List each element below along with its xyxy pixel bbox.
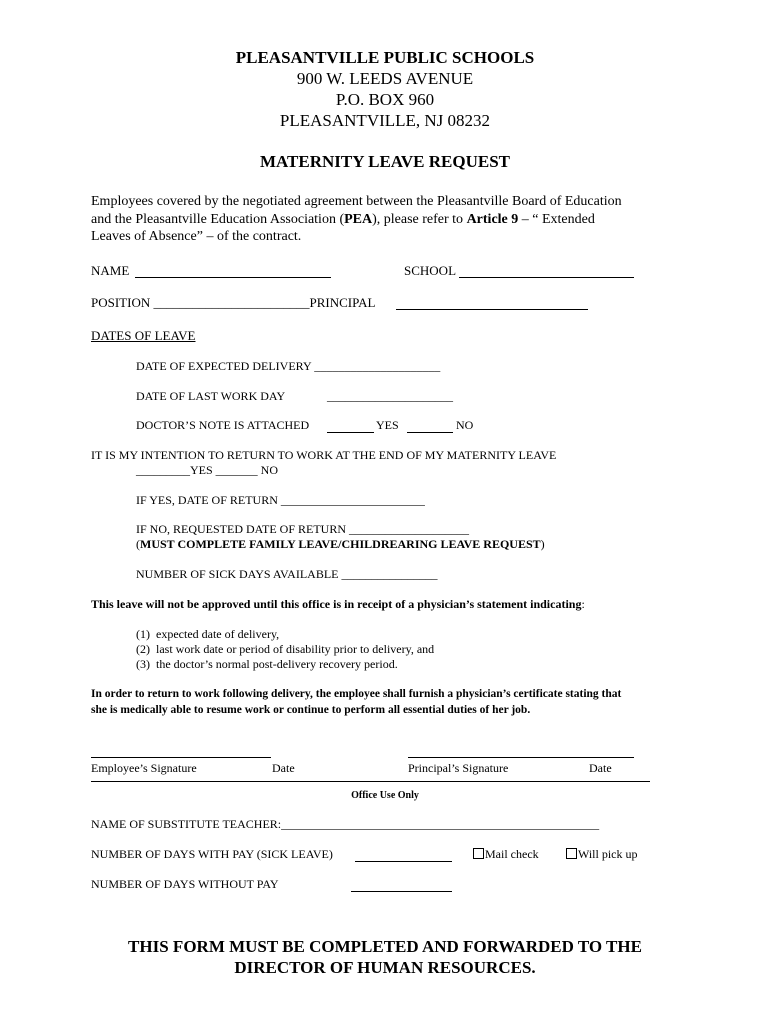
expected-delivery-line[interactable]: _____________________ (314, 359, 441, 373)
doctors-note-yes-field[interactable] (327, 418, 374, 433)
principal-date-label: Date (589, 761, 612, 775)
intro-paragraph (91, 193, 622, 246)
doctors-note-label: DOCTOR’S NOTE IS ATTACHED (136, 418, 310, 432)
substitute-line[interactable]: _____________________________________________________ (281, 817, 600, 831)
approval-item-num: (2) (136, 642, 150, 656)
substitute-label: NAME OF SUBSTITUTE TEACHER: (91, 817, 282, 831)
intro-line-2 (91, 211, 622, 229)
sick-days-line[interactable]: ________________ (341, 567, 438, 581)
sick-days-label: NUMBER OF SICK DAYS AVAILABLE (136, 567, 339, 581)
position-label (91, 295, 375, 311)
intro-text: ), please refer to (372, 211, 467, 227)
section-divider (91, 781, 650, 782)
doctors-note-no-field[interactable] (407, 418, 453, 433)
days-with-pay-label: NUMBER OF DAYS WITH PAY (SICK LEAVE) (91, 847, 333, 861)
principal-field[interactable] (396, 295, 588, 310)
approval-statement-text: This leave will not be approved until this office is in receipt of a physician’s statement indicating (91, 597, 582, 611)
principal-label: PRINCIPAL (309, 295, 376, 310)
pea-abbrev: PEA (344, 211, 373, 227)
approval-statement: This leave will not be approved until this office is in receipt of a physician’s statement indicating: (91, 597, 585, 611)
days-without-pay-label: NUMBER OF DAYS WITHOUT PAY (91, 877, 279, 891)
org-city: PLEASANTVILLE, NJ 08232 (279, 111, 491, 130)
expected-delivery-row (136, 359, 440, 374)
if-yes-label: IF YES, DATE OF RETURN (136, 493, 278, 507)
school-label: SCHOOL (404, 263, 457, 278)
footer-line-1: THIS FORM MUST BE COMPLETED AND FORWARDED TO THE (128, 937, 642, 956)
if-no-line[interactable]: ____________________ (349, 522, 469, 536)
intro-text: and the Pleasantville Education Association ( (91, 211, 345, 227)
approval-item-2 (136, 642, 434, 657)
employee-signature-label: Employee’s Signature (91, 761, 197, 775)
office-use-heading: Office Use Only (351, 790, 419, 801)
name-label: NAME (91, 263, 130, 278)
will-pick-up-label: Will pick up (578, 847, 638, 861)
intro-line-3: Leaves of Absence” – of the contract. (91, 229, 302, 244)
return-yes-line[interactable]: _________ (136, 463, 190, 477)
footer-line-2: DIRECTOR OF HUMAN RESOURCES. (234, 958, 536, 977)
return-requirement (91, 687, 621, 718)
must-complete-note: (MUST COMPLETE FAMILY LEAVE/CHILDREARING LEAVE REQUEST) (136, 537, 545, 551)
employee-date-label: Date (272, 761, 295, 775)
days-without-pay-field[interactable] (351, 877, 452, 892)
will-pick-up-checkbox[interactable] (566, 848, 577, 859)
position-line[interactable]: ________________________ (153, 295, 310, 310)
if-no-row (136, 522, 469, 537)
intro-line-1: Employees covered by the negotiated agreement between the Pleasantville Board of Education (91, 194, 622, 209)
name-field[interactable] (135, 263, 331, 278)
principal-signature-label: Principal’s Signature (408, 761, 509, 775)
days-with-pay-field[interactable] (355, 847, 452, 862)
doctors-note-no-label: NO (456, 418, 474, 432)
doctors-note-yes-label: YES (376, 418, 399, 432)
return-requirement-line-1: In order to return to work following delivery, the employee shall furnish a physician’s certificate stating that (91, 688, 622, 700)
form-title: MATERNITY LEAVE REQUEST (259, 152, 511, 171)
org-street: 900 W. LEEDS AVENUE (296, 69, 474, 88)
last-work-day-label: DATE OF LAST WORK DAY (136, 389, 286, 403)
if-yes-row (136, 493, 425, 508)
approval-item-text: expected date of delivery, (156, 627, 280, 641)
approval-item-text: the doctor’s normal post-delivery recovery period. (156, 657, 398, 671)
return-intention-row (136, 463, 278, 478)
article-ref: Article 9 (466, 211, 519, 227)
mail-check-checkbox[interactable] (473, 848, 484, 859)
return-intention-label: IT IS MY INTENTION TO RETURN TO WORK AT THE END OF MY MATERNITY LEAVE (91, 448, 557, 462)
sick-days-row (136, 567, 438, 582)
last-work-day-line[interactable]: _____________________ (327, 389, 453, 403)
org-pobox: P.O. BOX 960 (335, 90, 435, 109)
approval-item-3 (136, 657, 398, 672)
approval-item-1 (136, 627, 279, 642)
intro-text: – “ Extended (518, 211, 595, 227)
if-yes-line[interactable]: ________________________ (280, 493, 425, 507)
return-requirement-line-2: she is medically able to resume work or continue to perform all essential duties of her job. (91, 703, 531, 716)
substitute-row (91, 817, 599, 832)
must-complete-text: MUST COMPLETE FAMILY LEAVE/CHILDREARING LEAVE REQUEST (140, 537, 541, 551)
return-no-line[interactable]: _______ (215, 463, 258, 477)
approval-item-num: (3) (136, 657, 150, 671)
return-no-label: NO (260, 463, 279, 477)
expected-delivery-label: DATE OF EXPECTED DELIVERY (136, 359, 312, 373)
org-name: PLEASANTVILLE PUBLIC SCHOOLS (235, 48, 535, 67)
principal-signature-line[interactable] (408, 757, 634, 758)
dates-of-leave-heading: DATES OF LEAVE (91, 328, 196, 343)
if-no-label: IF NO, REQUESTED DATE OF RETURN (136, 522, 346, 536)
approval-item-text: last work date or period of disability prior to delivery, and (156, 642, 435, 656)
mail-check-label: Mail check (485, 847, 539, 861)
approval-item-num: (1) (136, 627, 150, 641)
employee-signature-line[interactable] (91, 757, 271, 758)
school-field[interactable] (459, 263, 634, 278)
return-yes-label: YES (190, 463, 213, 477)
position-text: POSITION (91, 295, 151, 310)
